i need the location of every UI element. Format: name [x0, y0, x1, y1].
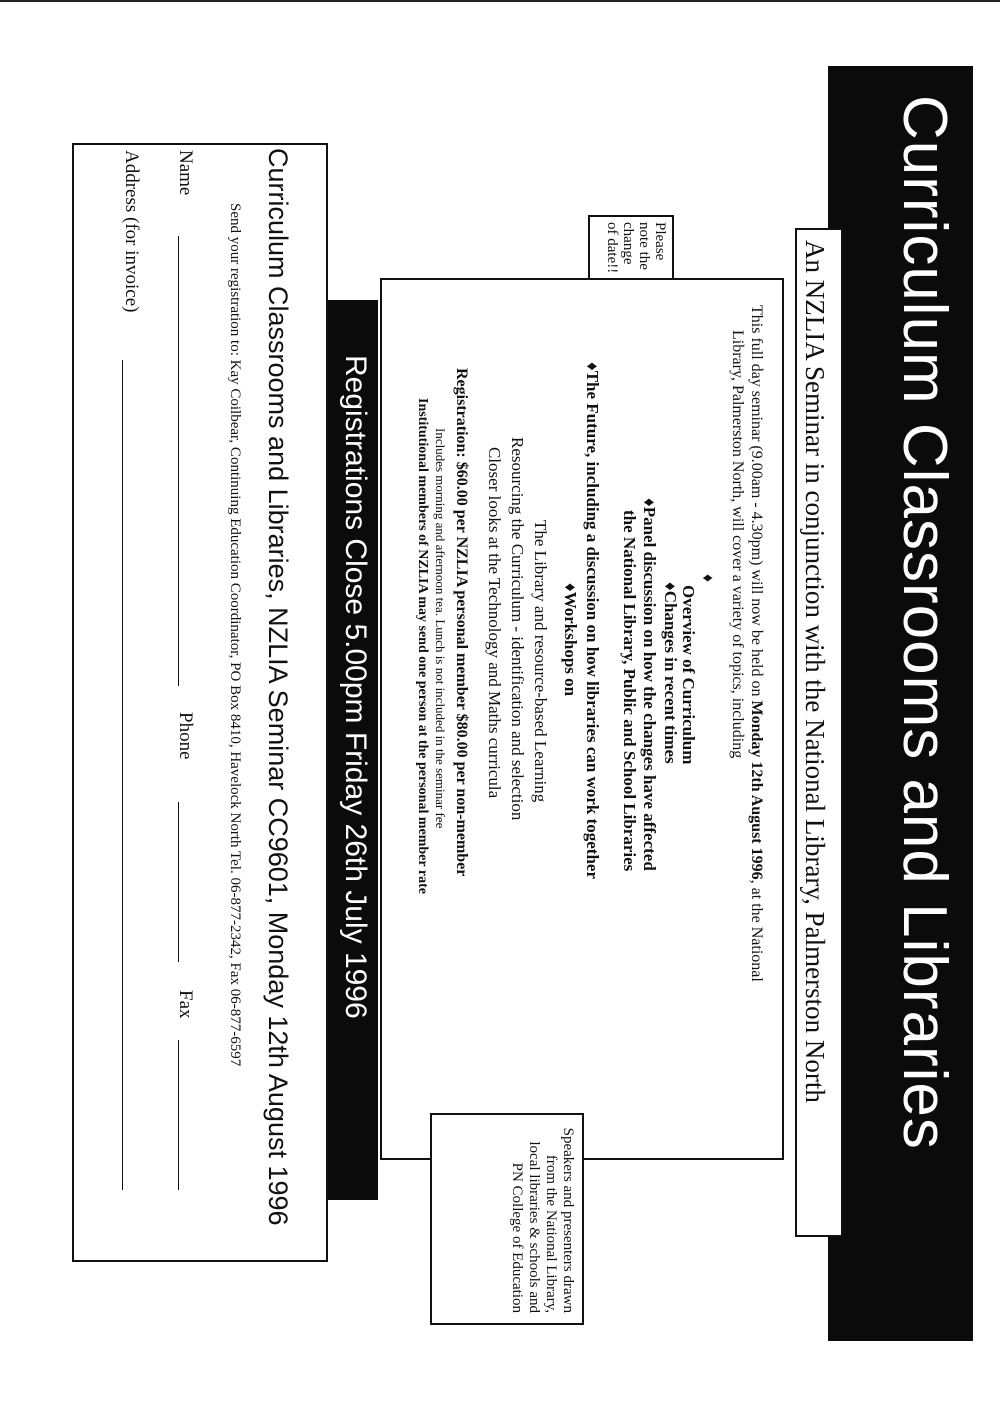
date-change-note: [588, 215, 674, 286]
intro-line-1: This full day seminar (9.00am - 4.30pm) will now be held on Monday 12th August 1996, at the National: [748, 305, 765, 982]
address-field[interactable]: [122, 360, 123, 1190]
address-label: Address (for invoice): [121, 150, 142, 313]
phone-field[interactable]: [178, 802, 179, 962]
registration-fee-note: Includes morning and afternoon tea. Lunch is not included in the seminar fee: [433, 428, 448, 829]
page-top-edge: [0, 0, 1000, 14]
topic-workshops: ♦Workshops on: [561, 583, 580, 697]
fax-field[interactable]: [178, 1040, 179, 1190]
name-label: Name: [175, 150, 196, 196]
speakers-text: Speakers and presenters drawn from the National Library, local libraries & schools and PN College of Education: [509, 1127, 576, 1313]
page-title: Curriculum Classrooms and Libraries: [890, 95, 959, 1150]
topic-changes: ♦Changes in recent times: [661, 582, 680, 764]
topic-panel-1: ♦Panel discussion on how the changes have affected: [640, 498, 659, 871]
topic-panel-2: the National Library, Public and School Libraries: [620, 510, 639, 872]
workshop-3: Closer looks at the Technology and Maths curricula: [485, 447, 504, 799]
registration-fees: Registration: $60.00 per NZLIA personal member $80.00 per non-member: [453, 368, 470, 877]
date-change-note-text: Please note the change of date!!: [604, 222, 668, 274]
form-title: Curriculum Classrooms and Libraries, NZLIA Seminar CC9601, Monday 12th August 1996: [263, 148, 293, 1226]
workshop-2: Resourcing the Curriculum - identification and selection: [508, 437, 527, 821]
phone-label: Phone: [175, 712, 196, 760]
institutional-member-note: Institutional members of NZLIA may send one person at the personal member rate: [415, 398, 430, 894]
speakers-box: [430, 1113, 584, 1325]
send-to-address: Send your registration to: Kay Coilbear, Continuing Education Coordinator, PO Box 8410, Havelock North Tel. 06-877-2342, Fax 06-877-6597: [227, 203, 243, 1067]
topic-overview: Overview of Curriculum: [679, 585, 698, 765]
workshop-1: The Library and resource-based Learning: [531, 520, 550, 803]
fax-label: Fax: [175, 990, 196, 1019]
subtitle: An NZLIA Seminar in conjunction with the National Library, Palmerston North: [800, 240, 830, 1103]
topic-future: ♦The Future, including a discussion on how libraries can work together: [583, 362, 602, 880]
name-field[interactable]: [178, 236, 179, 686]
registration-close-text: Registrations Close 5.00pm Friday 26th July 1996: [339, 355, 372, 1019]
intro-line-2: Library, Palmerston North, will cover a variety of topics, including: [729, 330, 746, 759]
bullet-marker: ♦: [699, 574, 716, 583]
